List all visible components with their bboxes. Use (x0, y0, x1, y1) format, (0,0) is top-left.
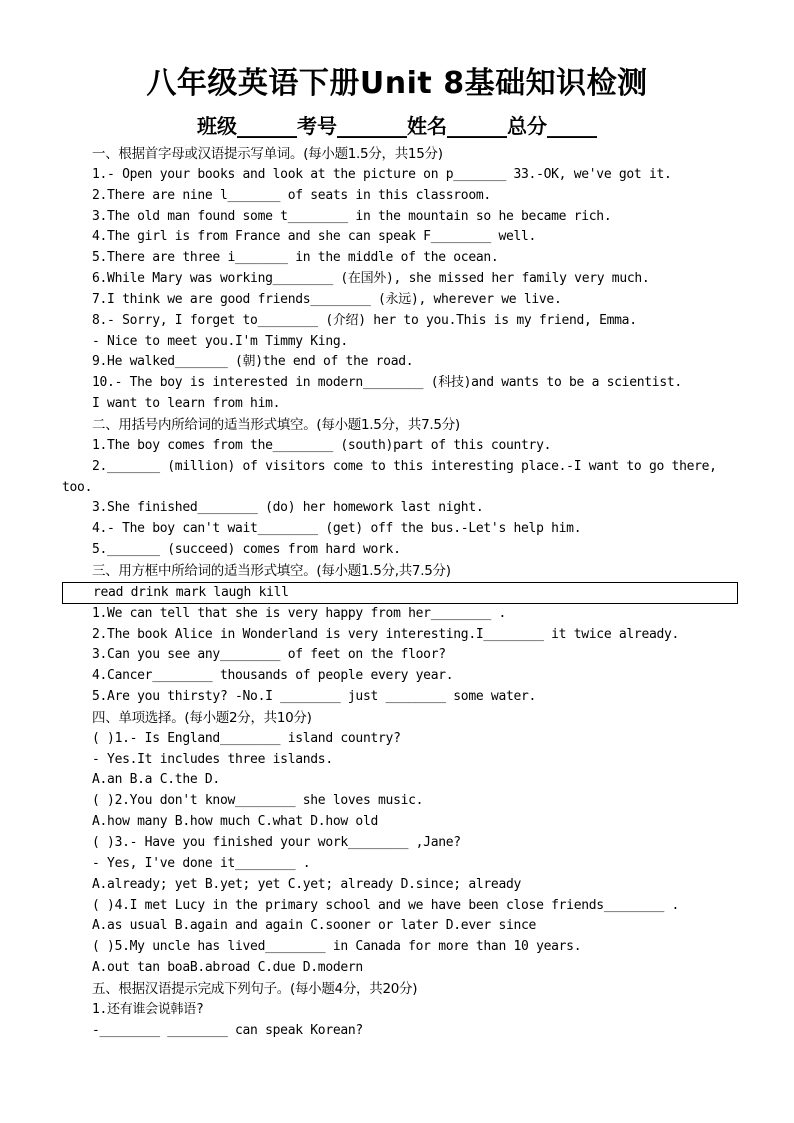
question-line: 4.The girl is from France and she can speak F________ well. (92, 229, 537, 245)
page-title: 八年级英语下册Unit 8基础知识检测 (146, 66, 648, 101)
section-heading: 五、根据汉语提示完成下列句子。(每小题4分，共20分) (92, 980, 418, 997)
question-line: A.as usual B.again and again C.sooner or later D.ever since (92, 918, 537, 934)
question-line: -________ ________ can speak Korean? (92, 1022, 363, 1038)
question-line: 4.Cancer________ thousands of people every year. (92, 668, 454, 684)
word-bank-box: read drink mark laugh kill (62, 582, 738, 604)
question-line: 2.The book Alice in Wonderland is very interesting.I________ it twice already. (92, 626, 680, 642)
question-line: A.how many B.how much C.what D.how old (92, 814, 379, 830)
question-line: 8.- Sorry, I forget to________ (介绍) her to you.This is my friend, Emma. (92, 312, 637, 328)
question-line: I want to learn from him. (92, 396, 281, 412)
question-line: ( )2.You don't know________ she loves music. (92, 793, 424, 809)
question-line: 2.There are nine l_______ of seats in this classroom. (92, 187, 491, 203)
student-info-line: 班级______考号_______姓名______总分_____ (197, 114, 597, 138)
question-line: ( )1.- Is England________ island country? (92, 730, 401, 746)
section-heading: 二、用括号内所给词的适当形式填空。(每小题1.5分，共7.5分) (92, 416, 460, 433)
question-line: 9.He walked_______ (朝)the end of the road. (92, 354, 414, 370)
question-line: ( )5.My uncle has lived________ in Canada for more than 10 years. (92, 939, 582, 955)
question-line: - Nice to meet you.I'm Timmy King. (92, 333, 348, 349)
question-line: 7.I think we are good friends________ (永远), wherever we live. (92, 291, 562, 307)
question-line: A.already; yet B.yet; yet C.yet; already D.since; already (92, 876, 522, 892)
section-heading: 一、根据首字母或汉语提示写单词。(每小题1.5分，共15分) (92, 146, 443, 162)
question-line: 6.While Mary was working________ (在国外), she missed her family very much. (92, 271, 650, 287)
question-line: 3.She finished________ (do) her homework last night. (92, 500, 484, 516)
question-line: - Yes, I've done it________ . (92, 855, 311, 871)
question-line: 1.We can tell that she is very happy from her________ . (92, 605, 506, 621)
question-line: 5.Are you thirsty? -No.I ________ just ________ some water. (92, 689, 537, 705)
question-line: 4.- The boy can't wait________ (get) off the bus.-Let's help him. (92, 521, 582, 537)
question-line: ( )3.- Have you finished your work________ ,Jane? (92, 835, 461, 850)
section-heading: 三、用方框中所给词的适当形式填空。(每小题1.5分,共7.5分) (92, 562, 451, 579)
question-line: A.an B.a C.the D. (92, 772, 220, 788)
question-line: 5.There are three i_______ in the middle of the ocean. (92, 250, 499, 266)
question-line: - Yes.It includes three islands. (92, 751, 333, 767)
question-line: ( )4.I met Lucy in the primary school and we have been close friends________ . (92, 897, 680, 913)
question-line: 1.还有谁会说韩语? (92, 1001, 204, 1017)
question-line: too. (62, 479, 93, 495)
question-line: 3.The old man found some t________ in the mountain so he became rich. (92, 208, 612, 224)
question-line: 2._______ (million) of visitors come to this interesting place.-I want to go there, (92, 458, 717, 474)
worksheet-content (62, 144, 742, 1041)
question-line: 5._______ (succeed) comes from hard work. (92, 542, 401, 558)
question-line: 3.Can you see any________ of feet on the floor? (92, 647, 446, 663)
question-line: 1.- Open your books and look at the picture on p_______ 33.-OK, we've got it. (92, 166, 672, 182)
section-heading: 四、单项选择。(每小题2分，共10分) (92, 709, 312, 726)
question-line: 1.The boy comes from the________ (south)part of this country. (92, 437, 552, 453)
question-line: 10.- The boy is interested in modern________ (科技)and wants to be a scientist. (92, 375, 682, 391)
question-line: A.out tan boaB.abroad C.due D.modern (92, 960, 363, 976)
